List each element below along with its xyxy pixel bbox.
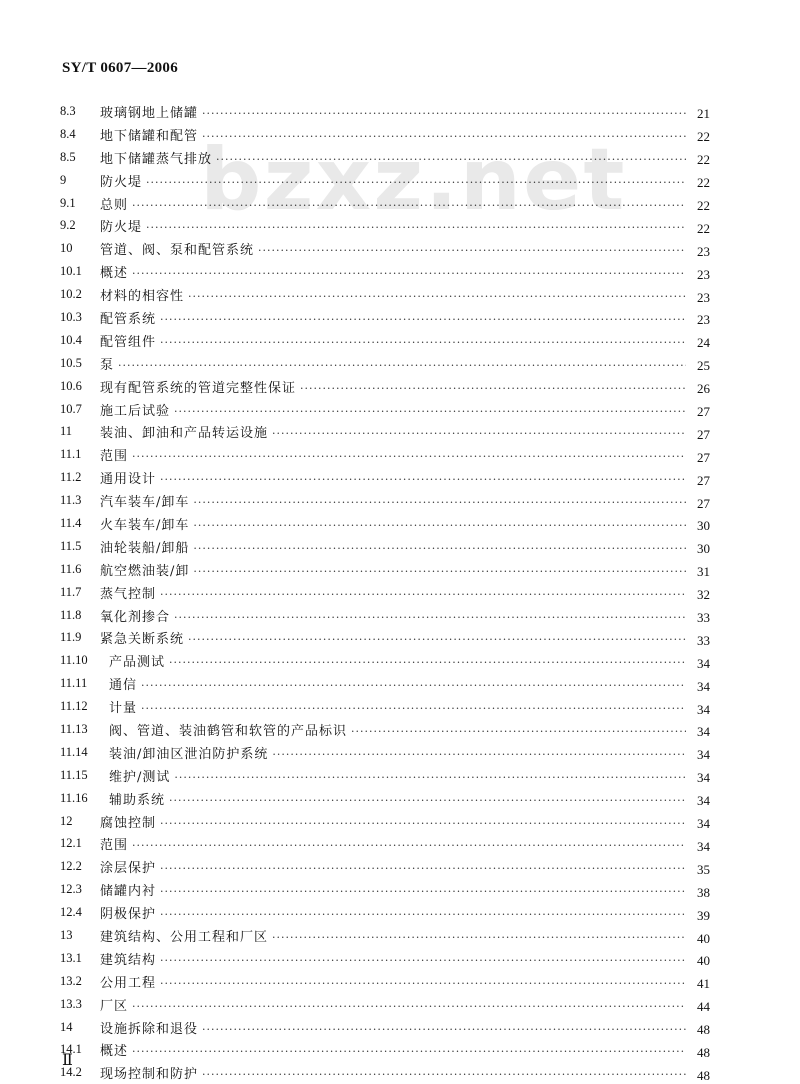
toc-section-number: 12.1	[60, 836, 82, 851]
toc-section-title: 建筑结构	[100, 952, 157, 968]
toc-dot-leader	[160, 817, 686, 830]
toc-section-number: 14.2	[60, 1065, 82, 1080]
toc-dot-leader	[272, 748, 686, 761]
toc-entry[interactable]	[60, 443, 710, 466]
toc-dot-leader	[132, 267, 686, 280]
toc-section-number: 9.1	[60, 195, 76, 210]
toc-section-title: 总则	[100, 197, 129, 213]
toc-dot-leader	[193, 565, 686, 578]
toc-section-title: 范围	[100, 838, 129, 854]
toc-section-title: 材料的相容性	[100, 289, 185, 305]
toc-section-title: 概述	[100, 1044, 129, 1060]
toc-entry[interactable]	[60, 810, 710, 833]
toc-entry[interactable]	[60, 466, 710, 489]
toc-dot-leader	[216, 153, 686, 166]
toc-dot-leader	[160, 977, 686, 990]
toc-section-title: 腐蚀控制	[100, 815, 157, 831]
toc-section-title: 氧化剂掺合	[100, 609, 171, 625]
toc-entry[interactable]	[60, 169, 710, 192]
toc-section-number: 10.7	[60, 401, 82, 416]
toc-entry[interactable]	[60, 947, 710, 970]
toc-dot-leader	[160, 885, 686, 898]
toc-page-number: 27	[697, 472, 710, 488]
toc-page-number: 34	[697, 793, 710, 809]
toc-section-title: 辅助系统	[109, 792, 166, 808]
toc-section-title: 产品测试	[109, 655, 166, 671]
toc-dot-leader	[169, 794, 686, 807]
toc-section-title: 阴极保护	[100, 907, 157, 923]
toc-entry[interactable]	[60, 695, 710, 718]
toc-entry[interactable]	[60, 787, 710, 810]
toc-section-number: 11.7	[60, 584, 82, 599]
toc-entry[interactable]	[60, 489, 710, 512]
toc-dot-leader	[193, 496, 686, 509]
toc-section-title: 玻璃钢地上储罐	[100, 105, 199, 121]
toc-entry[interactable]	[60, 970, 710, 993]
toc-section-title: 现场控制和防护	[100, 1067, 199, 1083]
toc-page-number: 27	[697, 426, 710, 442]
toc-section-number: 10.2	[60, 287, 82, 302]
toc-section-title: 厂区	[100, 998, 129, 1014]
toc-section-number: 11.3	[60, 493, 82, 508]
toc-section-number: 11.10	[60, 653, 88, 668]
toc-page-number: 27	[697, 495, 710, 511]
toc-dot-leader	[188, 633, 686, 646]
toc-section-title: 地下储罐和配管	[100, 128, 199, 144]
toc-section-title: 地下储罐蒸气排放	[100, 151, 213, 167]
toc-dot-leader	[118, 359, 686, 372]
toc-section-title: 汽车装车/卸车	[100, 495, 190, 511]
toc-page-number: 40	[697, 930, 710, 946]
toc-page-number: 24	[697, 335, 710, 351]
toc-entry[interactable]	[60, 192, 710, 215]
toc-entry[interactable]	[60, 123, 710, 146]
toc-page-number: 22	[697, 129, 710, 145]
toc-section-number: 10.6	[60, 378, 82, 393]
toc-entry[interactable]	[60, 512, 710, 535]
toc-page-number: 22	[697, 220, 710, 236]
toc-dot-leader	[132, 839, 686, 852]
toc-entry[interactable]	[60, 535, 710, 558]
toc-entry[interactable]	[60, 352, 710, 375]
toc-section-number: 10.3	[60, 309, 82, 324]
toc-section-number: 10.1	[60, 264, 82, 279]
toc-page-number: 34	[697, 678, 710, 694]
toc-entry[interactable]	[60, 672, 710, 695]
toc-page-number: 41	[697, 976, 710, 992]
toc-entry[interactable]	[60, 237, 710, 260]
toc-section-number: 11.5	[60, 538, 82, 553]
toc-entry[interactable]	[60, 283, 710, 306]
toc-dot-leader	[202, 130, 686, 143]
toc-dot-leader	[272, 931, 686, 944]
toc-section-number: 11.15	[60, 767, 88, 782]
toc-section-number: 11.8	[60, 607, 82, 622]
toc-dot-leader	[160, 908, 686, 921]
toc-section-title: 装油、卸油和产品转运设施	[100, 426, 269, 442]
toc-page-number: 33	[697, 632, 710, 648]
toc-section-title: 通用设计	[100, 472, 157, 488]
toc-page-number: 34	[697, 838, 710, 854]
toc-dot-leader	[174, 771, 686, 784]
toc-page-number: 48	[697, 1022, 710, 1038]
toc-entry[interactable]	[60, 626, 710, 649]
toc-page-number: 34	[697, 655, 710, 671]
toc-section-title: 防火堤	[100, 174, 143, 190]
toc-section-number: 11	[60, 424, 73, 439]
toc-page-number: 21	[697, 106, 710, 122]
toc-entry[interactable]	[60, 718, 710, 741]
toc-dot-leader	[132, 450, 686, 463]
toc-page-number: 30	[697, 518, 710, 534]
toc-section-number: 8.5	[60, 149, 76, 164]
toc-section-number: 9.2	[60, 218, 76, 233]
toc-section-number: 11.16	[60, 790, 88, 805]
toc-section-title: 蒸气控制	[100, 586, 157, 602]
toc-section-title: 概述	[100, 266, 129, 282]
toc-entry[interactable]	[60, 878, 710, 901]
toc-page-number: 34	[697, 724, 710, 740]
toc-section-title: 计量	[109, 701, 138, 717]
toc-page-number: 34	[697, 816, 710, 832]
toc-dot-leader	[132, 1000, 686, 1013]
toc-entry[interactable]	[60, 260, 710, 283]
toc-section-number: 12	[60, 813, 73, 828]
toc-section-title: 管道、阀、泵和配管系统	[100, 243, 255, 259]
toc-section-title: 装油/卸油区泄泊防护系统	[109, 746, 269, 762]
toc-section-title: 公用工程	[100, 975, 157, 991]
toc-dot-leader	[202, 107, 686, 120]
toc-page-number: 25	[697, 358, 710, 374]
toc-entry[interactable]	[60, 1061, 710, 1084]
toc-dot-leader	[141, 702, 686, 715]
toc-page-number: 23	[697, 312, 710, 328]
toc-entry[interactable]	[60, 1039, 710, 1062]
toc-dot-leader	[169, 656, 686, 669]
toc-entry[interactable]	[60, 993, 710, 1016]
toc-section-title: 油轮装船/卸船	[100, 540, 190, 556]
standard-code-header: SY/T 0607—2006	[62, 60, 179, 76]
toc-page-number: 34	[697, 701, 710, 717]
toc-dot-leader	[141, 679, 686, 692]
toc-entry[interactable]	[60, 741, 710, 764]
toc-section-number: 13.2	[60, 973, 82, 988]
toc-section-title: 范围	[100, 449, 129, 465]
toc-section-number: 8.4	[60, 126, 76, 141]
toc-entry[interactable]	[60, 581, 710, 604]
toc-section-title: 现有配管系统的管道完整性保证	[100, 380, 297, 396]
toc-page-number: 39	[697, 907, 710, 923]
toc-page-number: 40	[697, 953, 710, 969]
toc-entry[interactable]	[60, 100, 710, 123]
toc-section-number: 11.12	[60, 699, 88, 714]
toc-section-title: 施工后试验	[100, 403, 171, 419]
toc-page-number: 35	[697, 861, 710, 877]
toc-page-number: 31	[697, 564, 710, 580]
toc-page-number: 26	[697, 381, 710, 397]
toc-section-number: 11.13	[60, 721, 88, 736]
toc-section-number: 12.3	[60, 882, 82, 897]
toc-dot-leader	[174, 405, 686, 418]
toc-dot-leader	[300, 382, 686, 395]
toc-section-title: 维护/测试	[109, 769, 171, 785]
toc-entry[interactable]	[60, 855, 710, 878]
toc-section-number: 13	[60, 928, 73, 942]
toc-dot-leader	[160, 588, 686, 601]
toc-section-title: 火车装车/卸车	[100, 517, 190, 533]
toc-dot-leader	[160, 473, 686, 486]
toc-section-number: 13.1	[60, 950, 82, 965]
toc-dot-leader	[174, 611, 686, 624]
toc-section-number: 14	[60, 1019, 73, 1034]
toc-section-title: 泵	[100, 357, 115, 373]
toc-dot-leader	[132, 1045, 686, 1058]
toc-entry[interactable]	[60, 420, 710, 443]
toc-dot-leader	[160, 336, 686, 349]
toc-entry[interactable]	[60, 146, 710, 169]
toc-dot-leader	[193, 542, 686, 555]
toc-page-number: 38	[697, 884, 710, 900]
table-of-contents	[60, 100, 710, 1084]
watermark: bzxz.net	[200, 130, 627, 230]
toc-page-number: 48	[697, 1067, 710, 1083]
toc-page-number: 22	[697, 152, 710, 168]
toc-section-number: 11.6	[60, 561, 82, 576]
toc-entry[interactable]	[60, 604, 710, 627]
toc-page-number: 34	[697, 770, 710, 786]
toc-dot-leader	[146, 221, 686, 234]
toc-entry[interactable]	[60, 306, 710, 329]
toc-page-number: 32	[697, 587, 710, 603]
page-number: Ⅱ	[62, 1052, 73, 1069]
toc-entry[interactable]	[60, 329, 710, 352]
toc-page-number: 27	[697, 449, 710, 465]
toc-section-number: 11.2	[60, 470, 82, 485]
toc-section-title: 涂层保护	[100, 861, 157, 877]
toc-section-title: 航空燃油装/卸	[100, 563, 190, 579]
toc-section-title: 储罐内衬	[100, 884, 157, 900]
toc-section-number: 11.11	[60, 676, 88, 691]
toc-section-title: 紧急关断系统	[100, 632, 185, 648]
toc-page-number: 44	[697, 999, 710, 1015]
toc-entry[interactable]	[60, 901, 710, 924]
toc-page-number: 30	[697, 541, 710, 557]
toc-section-number: 10.5	[60, 355, 82, 370]
toc-dot-leader	[272, 427, 686, 440]
toc-page-number: 23	[697, 266, 710, 282]
toc-dot-leader	[160, 862, 686, 875]
toc-page-number: 34	[697, 747, 710, 763]
toc-dot-leader	[160, 313, 686, 326]
toc-entry[interactable]	[60, 649, 710, 672]
toc-section-title: 防火堤	[100, 220, 143, 236]
toc-section-number: 12.2	[60, 859, 82, 874]
toc-page-number: 23	[697, 243, 710, 259]
toc-entry[interactable]	[60, 833, 710, 856]
toc-dot-leader	[351, 725, 686, 738]
toc-section-number: 11.9	[60, 630, 82, 645]
toc-entry[interactable]	[60, 398, 710, 421]
toc-page-number: 23	[697, 289, 710, 305]
toc-page-number: 33	[697, 610, 710, 626]
toc-entry[interactable]	[60, 214, 710, 237]
toc-section-number: 9	[60, 172, 67, 187]
toc-section-title: 设施拆除和退役	[100, 1021, 199, 1037]
toc-dot-leader	[188, 290, 686, 303]
toc-entry[interactable]	[60, 924, 710, 947]
toc-section-title: 建筑结构、公用工程和厂区	[100, 930, 269, 945]
toc-dot-leader	[132, 199, 686, 212]
toc-section-number: 8.3	[60, 103, 76, 118]
toc-dot-leader	[258, 244, 686, 257]
toc-section-number: 10.4	[60, 332, 82, 347]
toc-page-number: 48	[697, 1044, 710, 1060]
toc-section-number: 11.4	[60, 515, 82, 530]
toc-section-number: 11.14	[60, 744, 88, 759]
toc-entry[interactable]	[60, 1016, 710, 1039]
toc-section-title: 通信	[109, 678, 138, 694]
toc-dot-leader	[202, 1023, 686, 1036]
toc-dot-leader	[160, 954, 686, 967]
toc-section-title: 阀、管道、装油鹤管和软管的产品标识	[109, 723, 348, 739]
toc-dot-leader	[202, 1068, 686, 1081]
toc-section-title: 配管系统	[100, 311, 157, 327]
toc-section-number: 10	[60, 241, 73, 256]
toc-entry[interactable]	[60, 558, 710, 581]
toc-dot-leader	[146, 176, 686, 189]
toc-section-number: 14.1	[60, 1042, 82, 1057]
toc-page-number: 27	[697, 404, 710, 420]
toc-section-number: 13.3	[60, 996, 82, 1011]
toc-entry[interactable]	[60, 764, 710, 787]
toc-section-title: 配管组件	[100, 334, 157, 350]
toc-section-number: 11.1	[60, 447, 82, 462]
toc-page-number: 22	[697, 175, 710, 191]
toc-dot-leader	[193, 519, 686, 532]
toc-entry[interactable]	[60, 375, 710, 398]
toc-page-number: 22	[697, 198, 710, 213]
toc-section-number: 12.4	[60, 905, 82, 920]
